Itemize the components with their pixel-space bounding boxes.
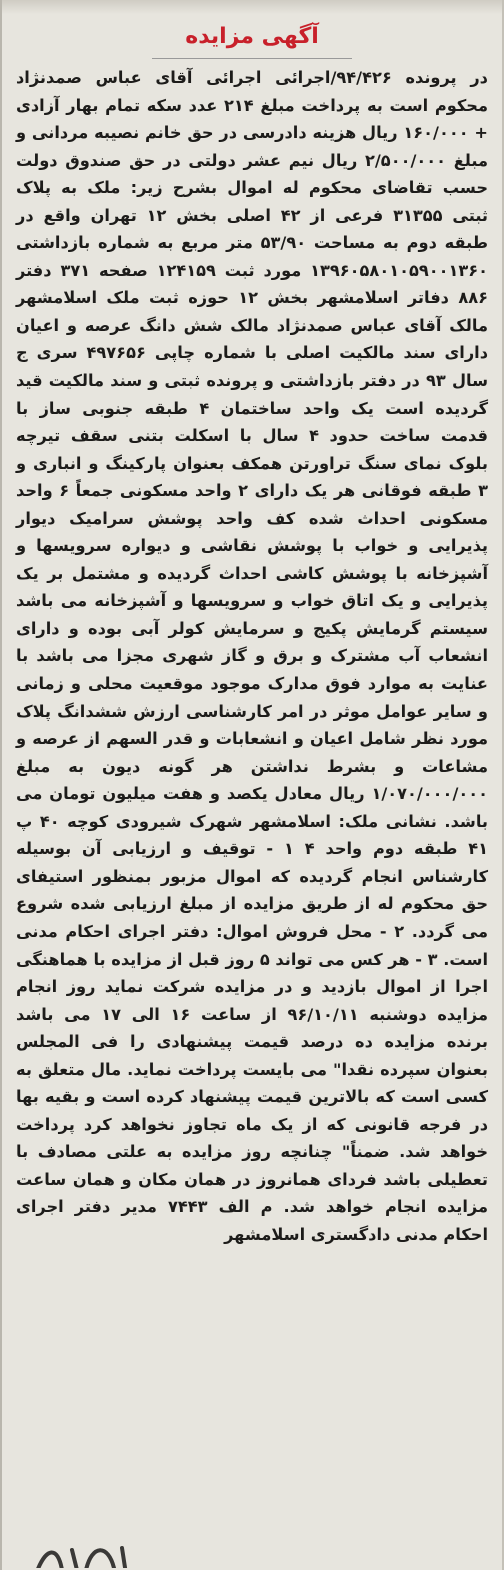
title-underline (152, 58, 352, 59)
notice-title: آگهی مزایده (185, 24, 319, 49)
cut-off-page-number-mark (28, 1540, 138, 1568)
torn-top-edge (2, 0, 502, 14)
notice-body: در پرونده ۹۴/۴۲۶/اجرائی اجرائی آقای عباس صمدنژاد محکوم است به پرداخت مبلغ ۲۱۴ عدد سکه تمام بهار آزادی + ۱۶۰/۰۰۰ ریال هزینه دادرسی در حق خانم نصیبه مردانی و مبلغ ۲/۵۰۰/۰۰۰ ریال نیم عشر دولتی در حق صندوق دولت حسب تقاضای محکوم له اموال بشرح زیر: ملک به پلاک ثبتی ۳۱۳۵۵ فرعی از ۴۲ اصلی بخش ۱۲ تهران واقع در طبقه دوم به مساحت ۵۳/۹۰ متر مربع به شماره بازداشتی ۱۳۹۶۰۵۸۰۱۰۵۹۰۰۱۳۶۰ مورد ثبت ۱۲۴۱۵۹ صفحه ۳۷۱ دفتر ۸۸۶ دفاتر اسلامشهر بخش ۱۲ حوزه ثبت ملک اسلامشهر مالک آقای عباس صمدنژاد مالک شش دانگ عرصه و اعیان دارای سند مالکیت اصلی با شماره چاپی ۴۹۷۶۵۶ سری ج سال ۹۳ در دفتر بازداشتی و پرونده ثبتی و سند مالکیت قید گردیده است یک واحد ساختمان ۴ طبقه جنوبی ساز با قدمت ساخت حدود ۴ سال با اسکلت بتنی سقف تیرچه بلوک نمای سنگ تراورتن همکف بعنوان پارکینگ و انباری و ۳ طبقه فوقانی هر یک دارای ۲ واحد مسکونی جمعاً ۶ واحد مسکونی احداث شده کف واحد پوشش سرامیک دیوار پذیرایی و خواب با پوشش نقاشی و دیواره سرویسها و آشپزخانه با پوشش کاشی احداث گردیده و مشتمل بر یک پذیرایی و یک اتاق خواب و سرویسها و آشپزخانه می باشد سیستم گرمایش پکیج و سرمایش کولر آبی بوده و دارای انشعاب آب مشترک و برق و گاز شهری مجزا می باشد با عنایت به موارد فوق مدارک موجود موقعیت محلی و زمانی و سایر عوامل موثر در امر کارشناسی ارزش ششدانگ پلاک مورد نظر شامل اعیان و انشعابات و قدر السهم از عرصه و مشاعات و بشرط نداشتن هر گونه دیون به مبلغ ۱/۰۷۰/۰۰۰/۰۰۰ ریال معادل یکصد و هفت میلیون تومان می باشد. نشانی ملک: اسلامشهر شهرک شیرودی کوچه ۴۰ پ ۴۱ طبقه دوم واحد ۴ ۱ - توقیف و ارزیابی آن بوسیله کارشناس انجام گردیده که اموال مزبور بمنظور استیفای حق محکوم له از طریق مزایده از مبلغ ارزیابی شده شروع می گردد. ۲ - محل فروش اموال: دفتر اجرای احکام مدنی است. ۳ - هر کس می تواند ۵ روز قبل از مزایده با هماهنگی اجرا از اموال بازدید و در مزایده شرکت نماید روز انجام مزایده دوشنبه ۹۶/۱۰/۱۱ از ساعت ۱۶ الی ۱۷ می باشد برنده مزایده ده درصد قیمت پیشنهادی را فی المجلس بعنوان سپرده نقدا" می بایست پرداخت نماید. مال متعلق به کسی است که بالاترین قیمت پیشنهاد کرده است و بقیه بها در فرجه قانونی که از یک ماه تجاوز نخواهد کرد پرداخت خواهد شد. ضمناً" چنانچه روز مزایده به علتی مصادف با تعطیلی باشد فردای همانروز در همان مکان و همان ساعت مزایده انجام خواهد شد. م الف ۷۴۴۳ مدیر دفتر اجرای احکام مدنی دادگستری اسلامشهر (16, 68, 489, 1244)
